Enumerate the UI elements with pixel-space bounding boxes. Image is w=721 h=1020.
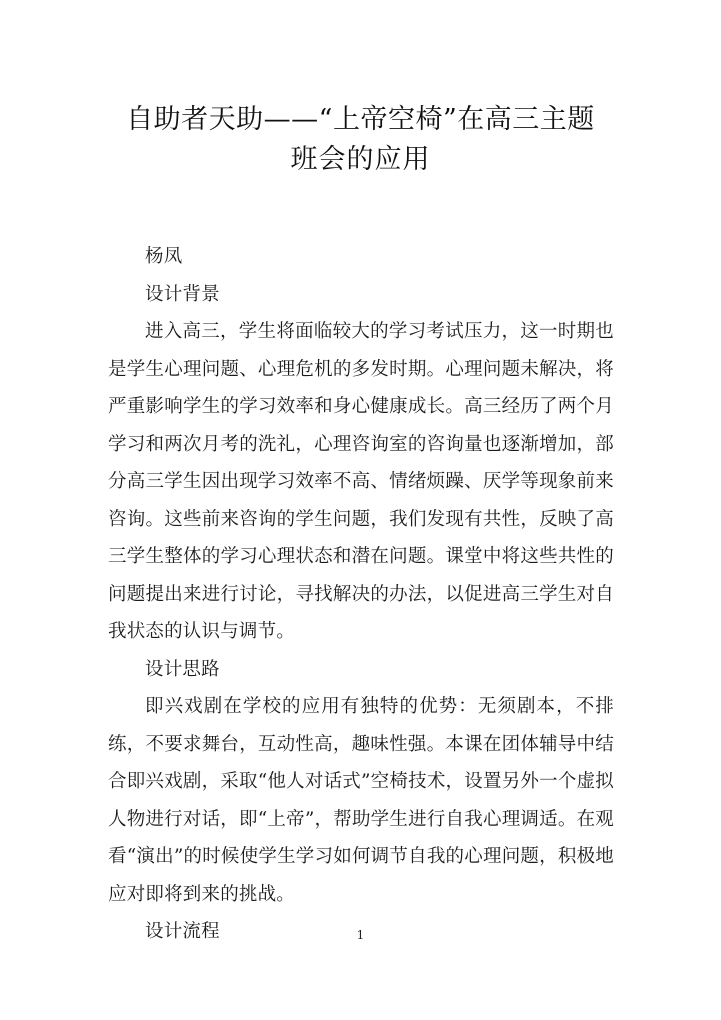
section-heading-design-process: 设计流程 (145, 921, 220, 942)
section-heading-design-background: 设计背景 (145, 283, 220, 305)
page-title-line-2: 班会的应用 (290, 144, 431, 176)
page-title (108, 100, 613, 180)
document-body (108, 238, 614, 951)
section-paragraph-design-approach: 即兴戏剧在学校的应用有独特的优势：无须剧本，不排练，不要求舞台，互动性高，趣味性强。本课在团体辅导中结合即兴戏剧，采取“他人对话式”空椅技术，设置另外一个虚拟人物进行对话，即“上帝”，帮助学生进行自我心理调适。在观看“演出”的时候使学生学习如何调节自我的心理问题，积极地应对即将到来的挑战。 (108, 696, 614, 905)
page-title-line-1: 自助者天助——“上帝空椅”在高三主题 (126, 104, 595, 136)
author-name: 杨凤 (145, 246, 183, 267)
page-number: 1 (356, 928, 365, 942)
section-paragraph-design-background: 进入高三，学生将面临较大的学习考试压力，这一时期也是学生心理问题、心理危机的多发时期。心理问题未解决，将严重影响学生的学习效率和身心健康成长。高三经历了两个月学习和两次月考的洗礼，心理咨询室的咨询量也逐渐增加，部分高三学生因出现学习效率不高、情绪烦躁、厌学等现象前来咨询。这些前来咨询的学生问题，我们发现有共性，反映了高三学生整体的学习心理状态和潜在问题。课堂中将这些共性的问题提出来进行讨论，寻找解决的办法，以促进高三学生对自我状态的认识与调节。 (108, 321, 614, 642)
section-heading-design-approach: 设计思路 (145, 658, 220, 680)
